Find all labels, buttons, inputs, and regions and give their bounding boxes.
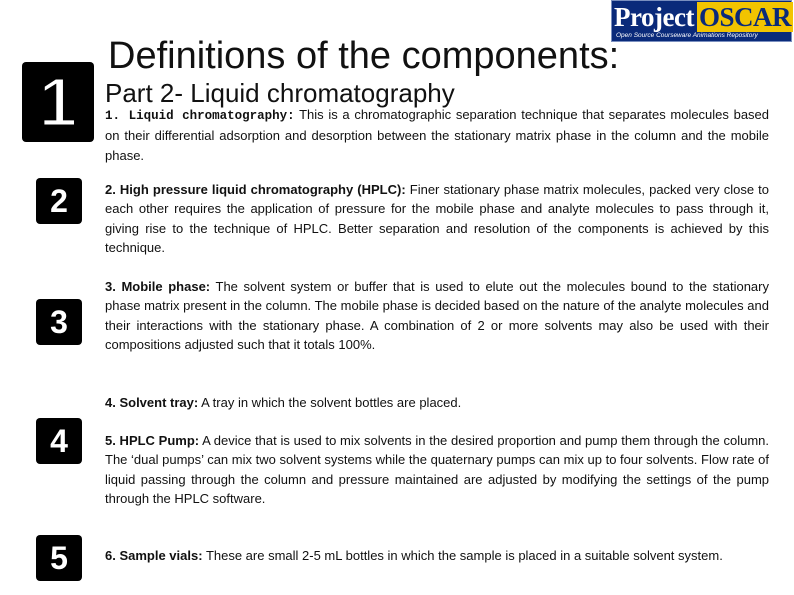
project-oscar-logo	[611, 0, 792, 42]
definition-term: 2. High pressure liquid chromatography (HPLC):	[105, 182, 406, 197]
marker-1: 1	[22, 62, 94, 142]
marker-3: 3	[36, 299, 82, 345]
definition-term: 5. HPLC Pump:	[105, 433, 200, 448]
definition-mobile-phase	[105, 277, 769, 354]
marker-4: 4	[36, 418, 82, 464]
definition-term: 1. Liquid chromatography:	[105, 109, 295, 123]
definition-sample-vials	[105, 546, 769, 565]
definition-text: A device that is used to mix solvents in the desired proportion and pump them through the column. The ‘dual pumps’ can mix two solvent systems while the quaternary pumps can mix up to four solvents. Flow rate of liquid passing through the column and pressure maintained are adjusted by modifying the settings of the pump through the HPLC software.	[105, 433, 769, 506]
definition-hplc	[105, 180, 769, 257]
marker-2: 2	[36, 178, 82, 224]
definition-text: These are small 2-5 mL bottles in which the sample is placed in a suitable solvent system.	[202, 548, 723, 563]
definition-hplc-pump	[105, 431, 769, 508]
marker-5: 5	[36, 535, 82, 581]
logo-oscar-text: OSCAR	[698, 2, 791, 32]
slide-title: Definitions of the components:	[108, 35, 620, 77]
definition-solvent-tray	[105, 393, 769, 412]
logo-project-text: Project	[614, 2, 694, 32]
definition-liquid-chromatography	[105, 105, 769, 165]
slide-subtitle: Part 2- Liquid chromatography	[105, 78, 455, 108]
definition-text: The solvent system or buffer that is used to elute out the molecules bound to the stationary phase matrix present in the column. The mobile phase is decided based on the nature of the analyte molecules and their interactions with the stationary phase. A combination of 2 or more solvents may also be used with their compositions adjusted such that it totals 100%.	[105, 279, 769, 352]
definition-text: A tray in which the solvent bottles are placed.	[198, 395, 462, 410]
logo-wordmark	[614, 2, 790, 32]
definition-term: 6. Sample vials:	[105, 548, 203, 563]
definition-text: This is a chromatographic separation technique that separates molecules based on their differential adsorption and desorption between the stationary matrix phase in the column and the mobile phase.	[105, 107, 770, 163]
definition-term: 4. Solvent tray:	[105, 395, 199, 410]
definition-term: 3. Mobile phase:	[105, 279, 211, 294]
definition-text: Finer stationary phase matrix molecules, packed very close to each other requires the application of pressure for the mobile phase and analyte molecules to pass through it, giving rise to the technique of HPLC. Better separation and resolution of the components is achieved by this technique.	[105, 182, 770, 255]
logo-tagline: Open Source Courseware Animations Repository	[616, 32, 758, 39]
